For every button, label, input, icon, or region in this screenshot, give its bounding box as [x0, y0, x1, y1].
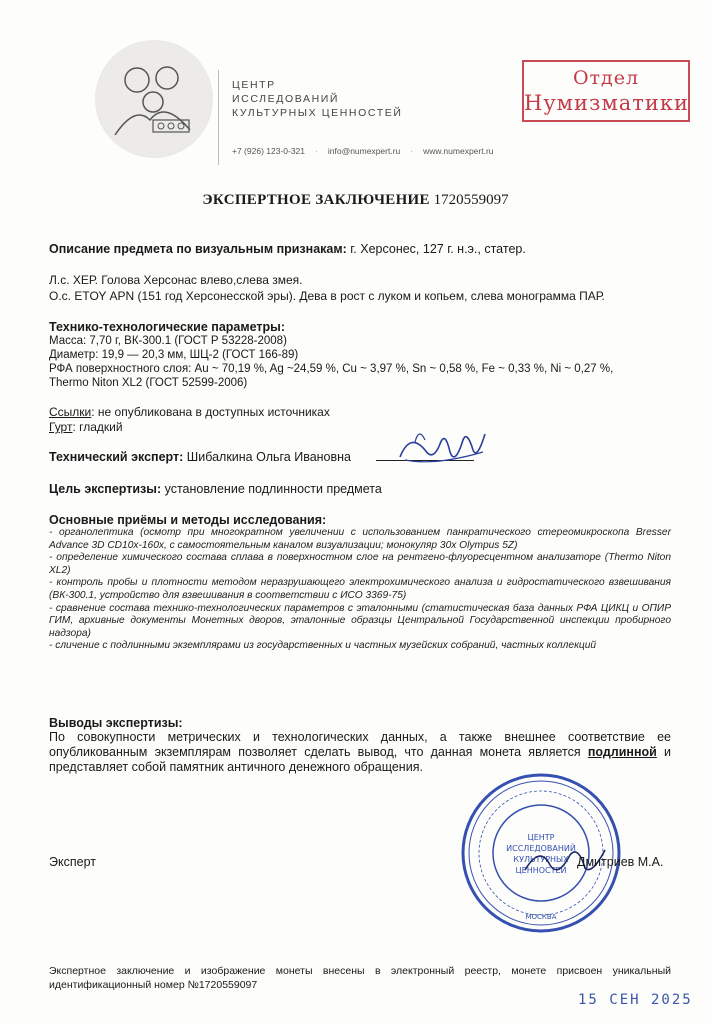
list-item: - определение химического состава сплава в поверхностном слое на рентгено-флуоресцентном анализаторе (Thermo Niton XL2)	[49, 552, 671, 576]
seal-text-2: ИССЛЕДОВАНИЙ	[506, 844, 576, 853]
header-divider	[218, 70, 219, 165]
technical-expert: Технический эксперт: Шибалкина Ольга Ивановна	[49, 450, 351, 464]
email: info@numexpert.ru	[327, 146, 401, 156]
list-item: - контроль пробы и плотности методом неразрушающего электрохимического анализа и гидростатического взвешивания (ВК-300.1, устройство для взвешивания в соответствии с ИСО 3369-75)	[49, 577, 671, 601]
expert-label: Эксперт	[49, 855, 96, 869]
list-item: - сличение с подлинными экземплярами из государственных и частных музейских собраний, частных коллекций	[49, 640, 597, 652]
seal-city: МОСКВА	[525, 913, 557, 921]
date-stamp: 15 СЕН 2025	[578, 992, 693, 1008]
obverse: Л.с. ХЕР. Голова Херсонас влево,слева змея.	[49, 273, 303, 287]
contacts: +7 (926) 123-0-321 · info@numexpert.ru · www.numexpert.ru	[232, 146, 494, 156]
params-mass: Масса: 7,70 г, ВК-300.1 (ГОСТ Р 53228-2008)	[49, 335, 287, 347]
list-item: - органолептика (осмотр при многократном увеличении с использованием панкратического стереомикроскопа Bresser Advance 3D CD10х-160х, с самостоятельным каналом визуализации; монокуляр 30х Olympus 5Z)	[49, 527, 671, 551]
phone: +7 (926) 123-0-321	[232, 146, 306, 156]
organization-name: ЦЕНТР ИССЛЕДОВАНИЙ КУЛЬТУРНЫХ ЦЕННОСТЕЙ	[232, 79, 403, 119]
document-title: ЭКСПЕРТНОЕ ЗАКЛЮЧЕНИЕ 1720559097	[202, 192, 509, 208]
edge: Гурт: гладкий	[49, 420, 123, 434]
methods-list	[49, 527, 671, 653]
seal-text-4: ЦЕННОСТЕЙ	[515, 866, 567, 875]
department-stamp: Отдел Нумизматики	[522, 60, 690, 122]
params-xrf-device: Thermo Niton XL2 (ГОСТ 52599-2006)	[49, 377, 248, 389]
description: Описание предмета по визуальным признакам: г. Херсонес, 127 г. н.э., статер.	[49, 242, 526, 256]
params-diameter: Диаметр: 19,9 — 20,3 мм, ШЦ-2 (ГОСТ 166-89)	[49, 349, 299, 361]
conclusion-heading: Выводы экспертизы:	[49, 716, 183, 730]
references: Ссылки: не опубликована в доступных источниках	[49, 405, 330, 419]
authentic-word: подлинной	[587, 745, 657, 759]
list-item: - сравнение состава технико-технологических параметров с эталонными (статистическая база данных РФА ЦИКЦ и ОПИР ГИМ, архивные документы Монетных дворов, эталонные образцы Центральной Государственной инспекции пробирного надзора)	[49, 602, 671, 639]
logo-illustration	[95, 40, 213, 158]
params-heading: Технико-технологические параметры:	[49, 320, 285, 334]
goal: Цель экспертизы: установление подлинности предмета	[49, 482, 382, 496]
document-number: 1720559097	[433, 192, 509, 208]
seal-text-1: ЦЕНТР	[527, 833, 555, 842]
methods-heading: Основные приёмы и методы исследования:	[49, 513, 327, 527]
params-xrf: РФА поверхностного слоя: Au ~ 70,19 %, Ag ~24,59 %, Cu ~ 3,97 %, Sn ~ 0,58 %, Fe ~ 0,33 %, Ni ~ 0,27 %,	[49, 363, 614, 375]
signature-icon	[395, 422, 490, 472]
conclusion-text: По совокупности метрических и технологических данных, а также внешнее соответствие ее опубликованным экземплярам позволяет сделать вывод, что данная монета является подлинной и представляет собой памятник античного денежного обращения.	[49, 730, 671, 774]
website: www.numexpert.ru	[423, 146, 494, 156]
reverse: О.с. ЕΤΟΥ АРΝ (151 год Херсонесской эры). Дева в рост с луком и копьем, слева монограмма ПАР.	[49, 289, 605, 303]
expert-name: Дмитриев М.А.	[577, 855, 664, 869]
seal-text-3: КУЛЬТУРНЫХ	[513, 855, 569, 864]
footer-note: Экспертное заключение и изображение монеты внесены в электронный реестр, монете присвоен уникальный идентификационный номер №1720559097	[49, 965, 671, 991]
